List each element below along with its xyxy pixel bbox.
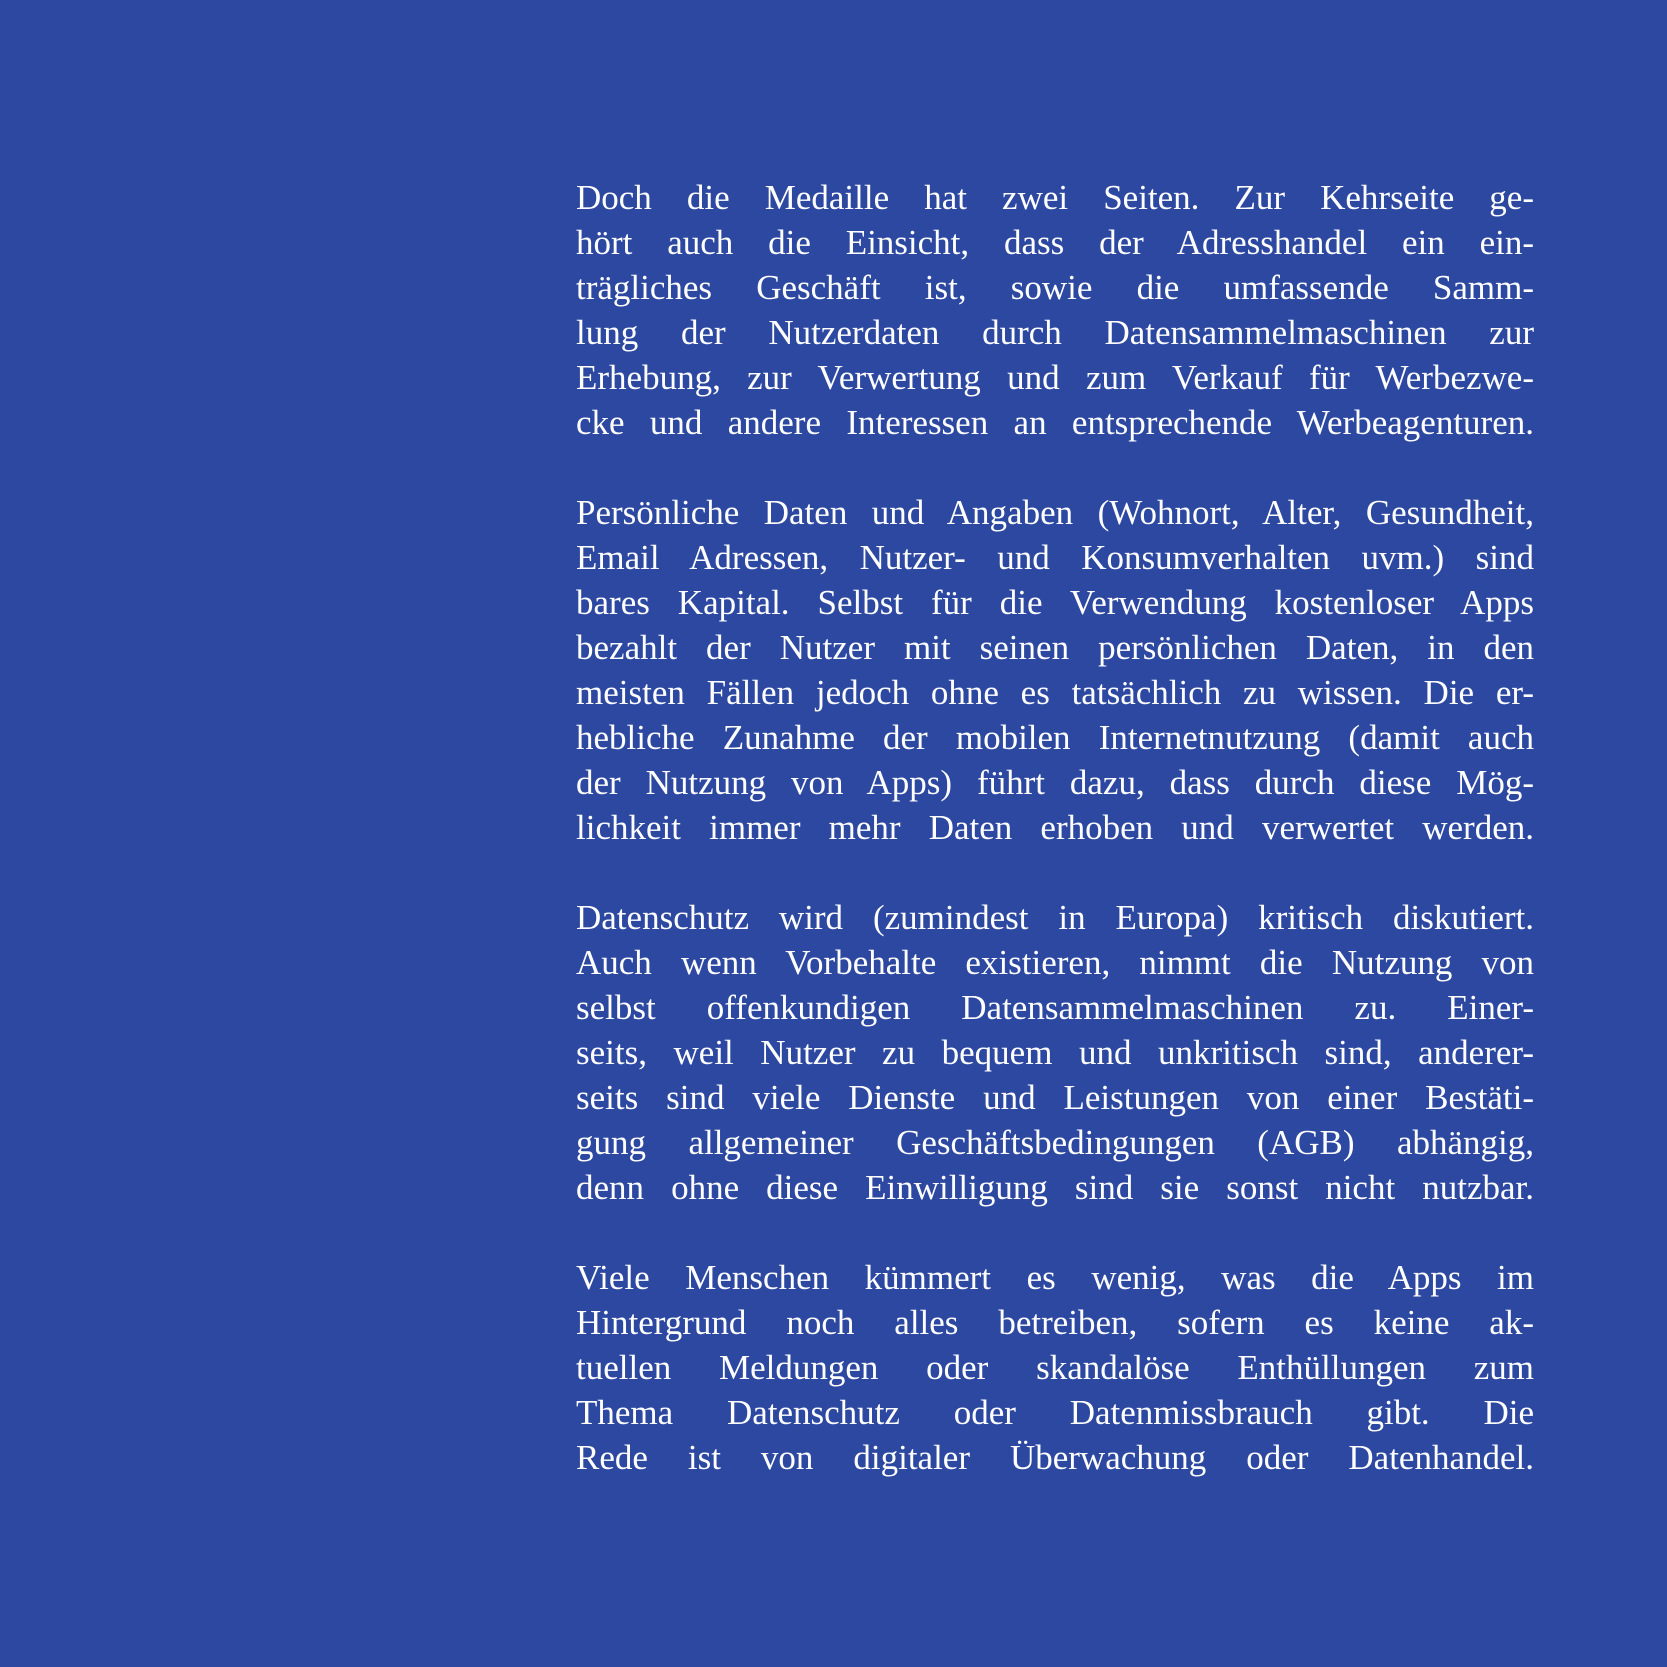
text-line: hört auch die Einsicht, dass der Adresshandel ein ein- xyxy=(576,223,1534,262)
text-line: gung allgemeiner Geschäftsbedingungen (AGB) abhängig, xyxy=(576,1123,1534,1162)
text-line: bezahlt der Nutzer mit seinen persönlichen Daten, in den xyxy=(576,628,1534,667)
paragraph-2 xyxy=(576,490,1534,850)
text-line: Doch die Medaille hat zwei Seiten. Zur Kehrseite ge- xyxy=(576,178,1534,217)
paragraph-4 xyxy=(576,1255,1534,1480)
text-line: hebliche Zunahme der mobilen Internetnutzung (damit auch xyxy=(576,718,1534,757)
text-line: Datenschutz wird (zumindest in Europa) kritisch diskutiert. xyxy=(576,898,1534,937)
text-line: Erhebung, zur Verwertung und zum Verkauf für Werbezwe- xyxy=(576,358,1534,397)
text-line: selbst offenkundigen Datensammelmaschinen zu. Einer- xyxy=(576,988,1534,1027)
text-line: Thema Datenschutz oder Datenmissbrauch gibt. Die xyxy=(576,1393,1534,1432)
text-line: tuellen Meldungen oder skandalöse Enthüllungen zum xyxy=(576,1348,1534,1387)
text-line: lung der Nutzerdaten durch Datensammelmaschinen zur xyxy=(576,313,1534,352)
text-line: Viele Menschen kümmert es wenig, was die Apps im xyxy=(576,1258,1534,1297)
text-line: meisten Fällen jedoch ohne es tatsächlich zu wissen. Die er- xyxy=(576,673,1534,712)
text-line: lichkeit immer mehr Daten erhoben und verwertet werden. xyxy=(576,808,1534,847)
text-line: Rede ist von digitaler Überwachung oder Datenhandel. xyxy=(576,1438,1534,1477)
paragraph-1 xyxy=(576,175,1534,445)
text-line: der Nutzung von Apps) führt dazu, dass durch diese Mög- xyxy=(576,763,1534,802)
text-line: trägliches Geschäft ist, sowie die umfassende Samm- xyxy=(576,268,1534,307)
paragraph-3 xyxy=(576,895,1534,1210)
text-line: cke und andere Interessen an entsprechende Werbeagenturen. xyxy=(576,403,1534,442)
text-column xyxy=(576,175,1534,1525)
text-line: seits, weil Nutzer zu bequem und unkritisch sind, anderer- xyxy=(576,1033,1534,1072)
text-line: Persönliche Daten und Angaben (Wohnort, Alter, Gesundheit, xyxy=(576,493,1534,532)
text-line: Auch wenn Vorbehalte existieren, nimmt die Nutzung von xyxy=(576,943,1534,982)
text-line: seits sind viele Dienste und Leistungen von einer Bestäti- xyxy=(576,1078,1534,1117)
text-line: Hintergrund noch alles betreiben, sofern es keine ak- xyxy=(576,1303,1534,1342)
text-line: Email Adressen, Nutzer- und Konsumverhalten uvm.) sind xyxy=(576,538,1534,577)
text-line: bares Kapital. Selbst für die Verwendung kostenloser Apps xyxy=(576,583,1534,622)
text-line: denn ohne diese Einwilligung sind sie sonst nicht nutzbar. xyxy=(576,1168,1534,1207)
